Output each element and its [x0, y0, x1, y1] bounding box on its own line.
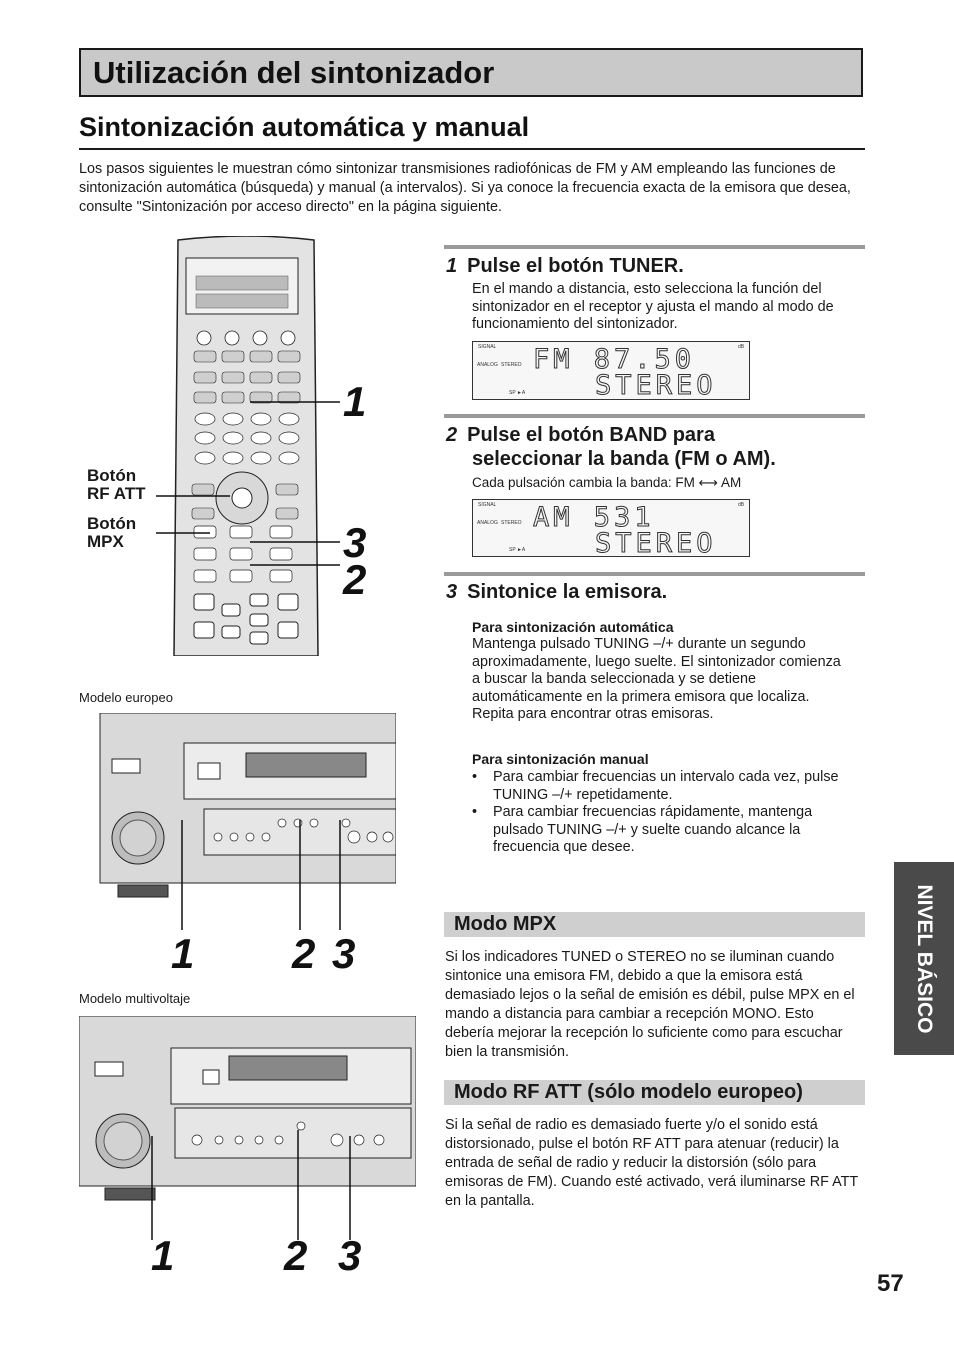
multivoltage-callout-1: 1 [151, 1232, 175, 1279]
multivoltage-callout-lines [150, 1130, 370, 1250]
remote-callout-1: 1 [343, 378, 367, 425]
step2-body: Cada pulsación cambia la banda: FM ⟷ AM [472, 475, 742, 490]
auto-tuning-heading: Para sintonización automática [472, 619, 674, 635]
modo-rf-att-body: Si la señal de radio es demasiado fuerte y/o el sonido está distorsionado, pulse el botón RF ATT para atenuar (reducir) la entrada de señal de radio y reducir la distorsión (sólo para emisoras de FM). Cuando esté activado, verá iluminarse RF ATT en la pantalla. [445, 1117, 858, 1209]
modo-rf-att-heading: Modo RF ATT (sólo modelo europeo) [444, 1080, 865, 1105]
display-am-line1: AM 531 [533, 502, 655, 533]
european-callout-1: 1 [171, 930, 195, 977]
step1-body: En el mando a distancia, esto selecciona la función del sintonizador en el receptor y ajusta el mando al modo de funcionamiento del sintonizador. [472, 281, 834, 332]
label-mpx: Botón MPX [87, 514, 137, 551]
chapter-banner [79, 48, 863, 97]
section-title: Sintonización automática y manual [79, 112, 865, 150]
modo-mpx-body: Si los indicadores TUNED o STEREO no se iluminan cuando sintonice una emisora FM, debido a que la emisora está demasiado lejos o la señal de emisión es débil, pulse MPX en el mando a distancia para cambiar a recepción MONO. Esto debería mejorar la recepción lo suficiente como para escuchar bien la transmisión. [445, 949, 855, 1060]
step2-heading: 2 Pulse el botón BAND para seleccionar la banda (FM o AM). [446, 424, 776, 470]
display-fm: SIGNAL ANALOG STEREO dB SP ►A FM 87.50 STEREO [472, 341, 750, 400]
european-callout-lines [150, 820, 360, 940]
remote-callout-lines [150, 380, 350, 580]
display-am: SIGNAL ANALOG STEREO dB SP ►A AM 531 STEREO [472, 499, 750, 557]
label-rf-att: Botón RF ATT [87, 466, 146, 503]
chapter-title: Utilización del sintonizador [93, 55, 495, 90]
remote-callout-3: 3 [343, 519, 367, 566]
page-number: 57 [877, 1270, 904, 1297]
manual-tuning-heading: Para sintonización manual [472, 751, 649, 767]
step2-rule [444, 414, 865, 418]
intro-paragraph: Los pasos siguientes le muestran cómo sintonizar transmisiones radiofónicas de FM y AM empleando las funciones de sintonización automática (búsqueda) y manual (a intervalos). Si ya conoce la frecuencia exacta de la emisora que desea, consulte "Sintonización por acceso directo" en la página siguiente. [79, 161, 851, 215]
multivoltage-callout-2: 2 [284, 1232, 308, 1279]
modo-mpx-heading: Modo MPX [444, 912, 865, 937]
label-multivoltage-model: Modelo multivoltaje [79, 991, 191, 1006]
european-callout-2: 2 [292, 930, 316, 977]
step1-heading: 1 Pulse el botón TUNER. [446, 255, 684, 277]
step3-rule [444, 572, 865, 576]
step3-heading: 3 Sintonice la emisora. [446, 581, 668, 603]
label-european-model: Modelo europeo [79, 690, 173, 705]
list-item: • Para cambiar frecuencias un intervalo cada vez, pulse TUNING –/+ repetidamente. [472, 769, 839, 803]
display-am-line2: STEREO [595, 528, 717, 559]
list-item: • Para cambiar frecuencias rápidamente, mantenga pulsado TUNING –/+ y suelte cuando alcance la frecuencia que desee. [472, 804, 813, 855]
multivoltage-callout-3: 3 [338, 1232, 362, 1279]
manual-tuning-list [472, 769, 852, 857]
display-fm-line2: STEREO [595, 370, 717, 401]
display-fm-line1: FM 87.50 [533, 344, 696, 375]
step1-rule [444, 245, 865, 249]
auto-tuning-body: Mantenga pulsado TUNING –/+ durante un segundo aproximadamente, luego suelte. El sintonizador comienza a buscar la banda seleccionada y se detiene automáticamente en la primera emisora que localiza. Repita para encontrar otras emisoras. [472, 636, 841, 722]
side-tab-nivel-basico: NIVEL BÁSICO [894, 862, 954, 1055]
double-arrow-icon: ⟷ [698, 475, 719, 490]
european-callout-3: 3 [332, 930, 356, 977]
remote-callout-2: 2 [343, 556, 367, 603]
